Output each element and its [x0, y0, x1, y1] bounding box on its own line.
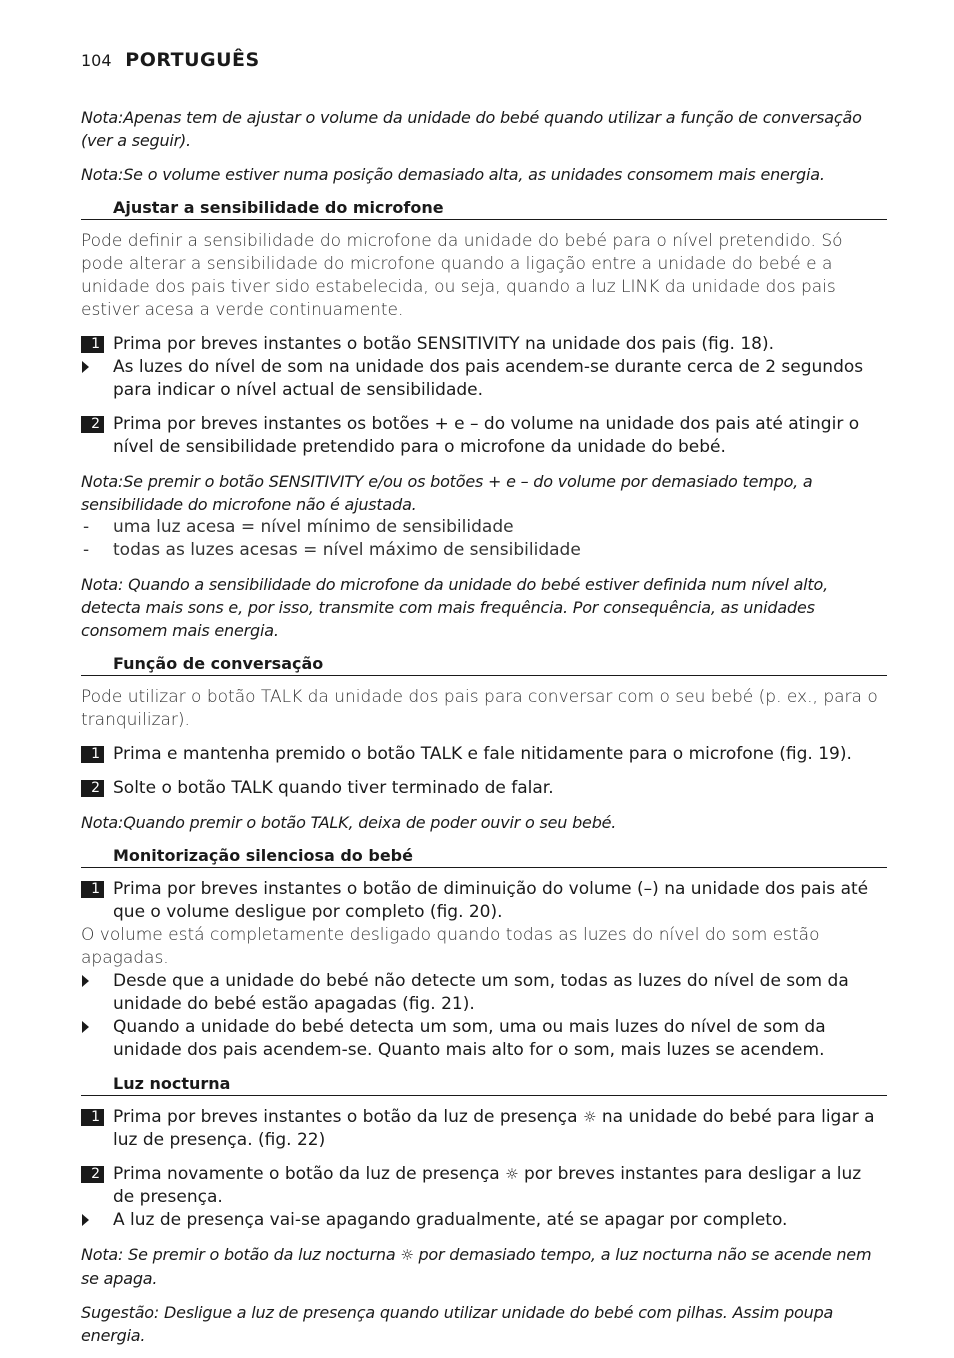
dash-text: uma luz acesa = nível mínimo de sensibilidade [113, 517, 514, 537]
step-number: 1 [81, 336, 104, 353]
dash-item [81, 516, 887, 539]
step-item [81, 333, 887, 356]
language-title: PORTUGUÊS [125, 49, 260, 71]
note: Nota: Quando a sensibilidade do microfone da unidade do bebé estiver definida num nível alto, detecta mais sons e, por isso, transmite com mais frequência. Por consequência, as unidades consomem mais energia. [81, 575, 828, 640]
triangle-bullet-icon [82, 975, 89, 987]
paragraph: Pode definir a sensibilidade do microfone da unidade do bebé para o nível pretendido. Só pode alterar a sensibilidade do microfone quando a ligação entre a unidade do bebé e a unidade dos pais tiver sido estabelecida, ou seja, quando a luz LINK da unidade dos pais estiver acesa a verde continuamente. [81, 231, 843, 320]
step-item [81, 878, 887, 924]
step-item [81, 743, 887, 766]
triangle-bullet-icon [82, 361, 89, 373]
step-text: Prima por breves instantes o botão de diminuição do volume (–) na unidade dos pais até que o volume desligue por completo (fig. 20). [113, 879, 869, 922]
note: Sugestão: Desligue a luz de presença quando utilizar unidade do bebé com pilhas. Assim poupa energia. [81, 1303, 834, 1345]
triangle-bullet-icon [82, 1021, 89, 1033]
bullet-text: Quando a unidade do bebé detecta um som, uma ou mais luzes do nível de som da unidade dos pais acendem-se. Quanto mais alto for o som, mais luzes se acendem. [113, 1017, 826, 1060]
paragraph: O volume está completamente desligado quando todas as luzes do nível do som estão apagadas. [81, 925, 820, 968]
step-item [81, 1163, 887, 1209]
dash-mark: - [83, 540, 90, 560]
step-item [81, 413, 887, 459]
note: Nota:Se o volume estiver numa posição demasiado alta, as unidades consomem mais energia. [81, 165, 825, 184]
step-text: Prima por breves instantes os botões + e – do volume na unidade dos pais até atingir o nível de sensibilidade pretendido para o microfone da unidade do bebé. [113, 414, 860, 457]
section-heading: Luz nocturna [81, 1073, 887, 1096]
step-number: 1 [81, 746, 104, 763]
step-text: Solte o botão TALK quando tiver terminado de falar. [113, 778, 554, 798]
bullet-text: A luz de presença vai-se apagando gradualmente, até se apagar por completo. [113, 1210, 788, 1230]
page-number: 104 [81, 51, 112, 70]
page-content [81, 106, 887, 1358]
bullet-item [81, 970, 887, 1016]
note: Nota:Quando premir o botão TALK, deixa de poder ouvir o seu bebé. [81, 813, 617, 832]
step-number: 2 [81, 416, 104, 433]
note: Nota:Se premir o botão SENSITIVITY e/ou os botões + e – do volume por demasiado tempo, a sensibilidade do microfone não é ajustada. [81, 472, 813, 514]
triangle-bullet-icon [82, 1214, 89, 1226]
nightlight-icon: ☼ [400, 1246, 414, 1264]
bullet-item [81, 356, 887, 402]
dash-text: todas as luzes acesas = nível máximo de sensibilidade [113, 540, 581, 560]
bullet-item [81, 1016, 887, 1062]
bullet-text: As luzes do nível de som na unidade dos pais acendem-se durante cerca de 2 segundos para indicar o nível actual de sensibilidade. [113, 357, 864, 400]
dash-mark: - [83, 517, 90, 537]
step-text: Prima por breves instantes o botão da luz de presença ☼ na unidade do bebé para ligar a luz de presença. (fig. 22) [113, 1107, 875, 1150]
step-text: Prima novamente o botão da luz de presença ☼ por breves instantes para desligar a luz de presença. [113, 1164, 862, 1207]
step-number: 2 [81, 780, 104, 797]
section-heading: Ajustar a sensibilidade do microfone [81, 197, 887, 220]
nightlight-icon: ☼ [582, 1108, 597, 1126]
step-number: 2 [81, 1166, 104, 1183]
note: Nota: Se premir o botão da luz nocturna ☼ por demasiado tempo, a luz nocturna não se acende nem se apaga. [81, 1245, 872, 1288]
step-text: Prima e mantenha premido o botão TALK e fale nitidamente para o microfone (fig. 19). [113, 744, 852, 764]
step-item [81, 777, 887, 800]
step-number: 1 [81, 1109, 104, 1126]
section-heading: Função de conversação [81, 653, 887, 676]
dash-item [81, 539, 887, 562]
page-header [81, 47, 260, 74]
bullet-item [81, 1209, 887, 1232]
bullet-text: Desde que a unidade do bebé não detecte um som, todas as luzes do nível de som da unidade do bebé estão apagadas (fig. 21). [113, 971, 849, 1014]
step-text: Prima por breves instantes o botão SENSITIVITY na unidade dos pais (fig. 18). [113, 334, 775, 354]
step-item [81, 1106, 887, 1152]
step-number: 1 [81, 881, 104, 898]
section-heading: Monitorização silenciosa do bebé [81, 845, 887, 868]
note: Nota:Apenas tem de ajustar o volume da unidade do bebé quando utilizar a função de conversação (ver a seguir). [81, 108, 862, 150]
nightlight-icon: ☼ [505, 1165, 519, 1183]
paragraph: Pode utilizar o botão TALK da unidade dos pais para conversar com o seu bebé (p. ex., para o tranquilizar). [81, 687, 878, 730]
